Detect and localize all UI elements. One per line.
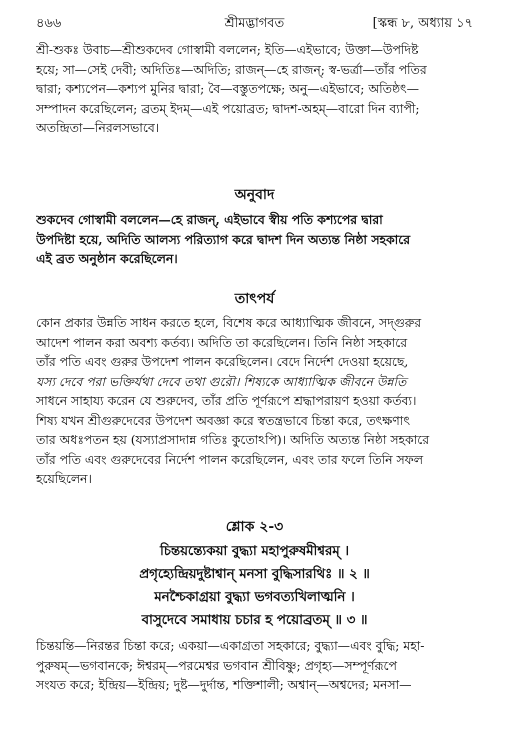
- purport-line: কোন প্রকার উন্নতি সাধন করতে হলে, বিশেষ করে আধ্যাত্মিক জীবনে, সদ্গুরুর: [36, 315, 422, 330]
- verse-line: বাসুদেবে সমাধায় চচার হ পয়োব্রতম্ ॥ ৩ ॥: [141, 613, 368, 628]
- purport-line: তাঁর পতি এবং গুরুদেবের নির্দেশ পালন করেছিলেন, এবং তার ফলে তিনি সফল: [36, 451, 423, 467]
- purport-section: [36, 313, 473, 489]
- verse-synonyms-section: [36, 636, 473, 695]
- purport-heading: তাৎপর্য: [234, 291, 275, 307]
- verse-line: প্রগৃহ্যেন্দ্রিয়দুষ্টাশ্বান্ মনসা বুদ্ধিসারথিঃ ॥ ২ ॥: [139, 567, 370, 582]
- synonyms-line: অতন্দ্রিতা—নিরলসভাবে।: [36, 120, 160, 135]
- translation-heading: অনুবাদ: [234, 187, 275, 203]
- book-title: শ্রীমদ্ভাগবত: [224, 16, 285, 31]
- purport-line: শিষ্য যখন শ্রীগুরুদেবের উপদেশ অবজ্ঞা করে স্বতন্ত্রভাবে চিন্তা করে, তৎক্ষণাৎ: [36, 412, 410, 428]
- translation-section: [36, 210, 473, 269]
- purport-line: তার অধঃপতন হয় (যস্যাপ্রসাদান্ন গতিঃ কুতোঽপি)। অদিতি অত্যন্ত নিষ্ঠা সহকারে: [36, 432, 430, 447]
- verse-heading: শ্লোক ২-৩: [225, 519, 284, 535]
- chapter-reference: [স্কন্ধ ৮, অধ্যায় ১৭: [372, 16, 473, 31]
- translation-line: এই ব্রত অনুষ্ঠান করেছিলেন।: [36, 251, 178, 266]
- purport-line: সাধনে সাহায্য করেন যে শুরুদেব, তাঁর প্রতি পূর্ণরূপে শ্রদ্ধাপরায়ণ হওয়া কর্তব্য।: [36, 393, 417, 408]
- purport-line: তাঁর পতি এবং গুরুর উপদেশ পালন করেছিলেন। বেদে নির্দেশ দেওয়া হয়েছে,: [36, 354, 409, 369]
- synonyms-section: [36, 40, 473, 138]
- purport-line: যস্য দেবে পরা ভক্তির্যথা দেবে তথা গুরৌ। শিষ্যকে আধ্যাত্মিক জীবনে উন্নতি: [36, 373, 407, 389]
- verse-synonyms-line: সংযত করে; ইন্দ্রিয়—ইন্দ্রিয়; দুষ্ট—দুর্দান্ত, শক্তিশালী; অশ্বান্—অশ্বদের; মনসা—: [36, 677, 412, 692]
- translation-line: শুকদেব গোস্বামী বললেন—হে রাজন্, এইভাবে স্বীয় পতি কশ্যপের দ্বারা: [36, 212, 383, 227]
- purport-line: আদেশ পালন করা অবশ্য কর্তব্য। অদিতি তা করেছিলেন। তিনি নিষ্ঠা সহকারে: [36, 334, 408, 350]
- synonyms-line: দ্বারা; কশ্যপেন—কশ্যপ মুনির দ্বারা; বৈ—বস্তুতপক্ষে; অনু—এইভাবে; অতিষ্ঠৎ—: [36, 81, 420, 96]
- synonyms-line: সম্পাদন করেছিলেন; ব্রতম্ ইদম্—এই পয়োব্রত; দ্বাদশ-অহম্—বারো দিন ব্যাপী;: [36, 100, 420, 116]
- verse-synonyms-line: চিন্তয়ন্তি—নিরন্তর চিন্তা করে; একয়া—একাগ্রতা সহকারে; বুদ্ধ্যা—এবং বুদ্ধি; মহা-: [36, 638, 425, 653]
- verse-line: চিন্তয়ন্ত্যেকয়া বুদ্ধ্যা মহাপুরুষমীশ্বরম্ ।: [159, 544, 350, 559]
- verse-line: মনশ্চৈকাগ্রয়া বুদ্ধ্যা ভগবত্যখিলাত্মনি ।: [154, 590, 355, 605]
- page-header: [36, 14, 473, 32]
- verse-synonyms-line: পুরুষম্—ভগবানকে; ঈশ্বরম্—পরমেশ্বর ভগবান শ্রীবিষ্ণু; প্রগৃহ্য—সম্পূর্ণরূপে: [36, 657, 397, 673]
- sanskrit-verse: [36, 540, 473, 632]
- translation-line: উপদিষ্টা হয়ে, অদিতি আলস্য পরিত্যাগ করে দ্বাদশ দিন অত্যন্ত নিষ্ঠা সহকারে: [36, 231, 411, 247]
- synonyms-line: শ্রী-শুকঃ উবাচ—শ্রীশুকদেব গোস্বামী বললেন; ইতি—এইভাবে; উক্তা—উপদিষ্ট: [36, 42, 419, 57]
- page-number: ৪৬৬: [36, 16, 62, 31]
- purport-line: হয়েছিলেন।: [36, 471, 92, 486]
- synonyms-line: হয়ে; সা—সেই দেবী; অদিতিঃ—অদিতি; রাজন্—হে রাজন্; স্ব-ভর্ত্রা—তাঁর পতির: [36, 61, 427, 77]
